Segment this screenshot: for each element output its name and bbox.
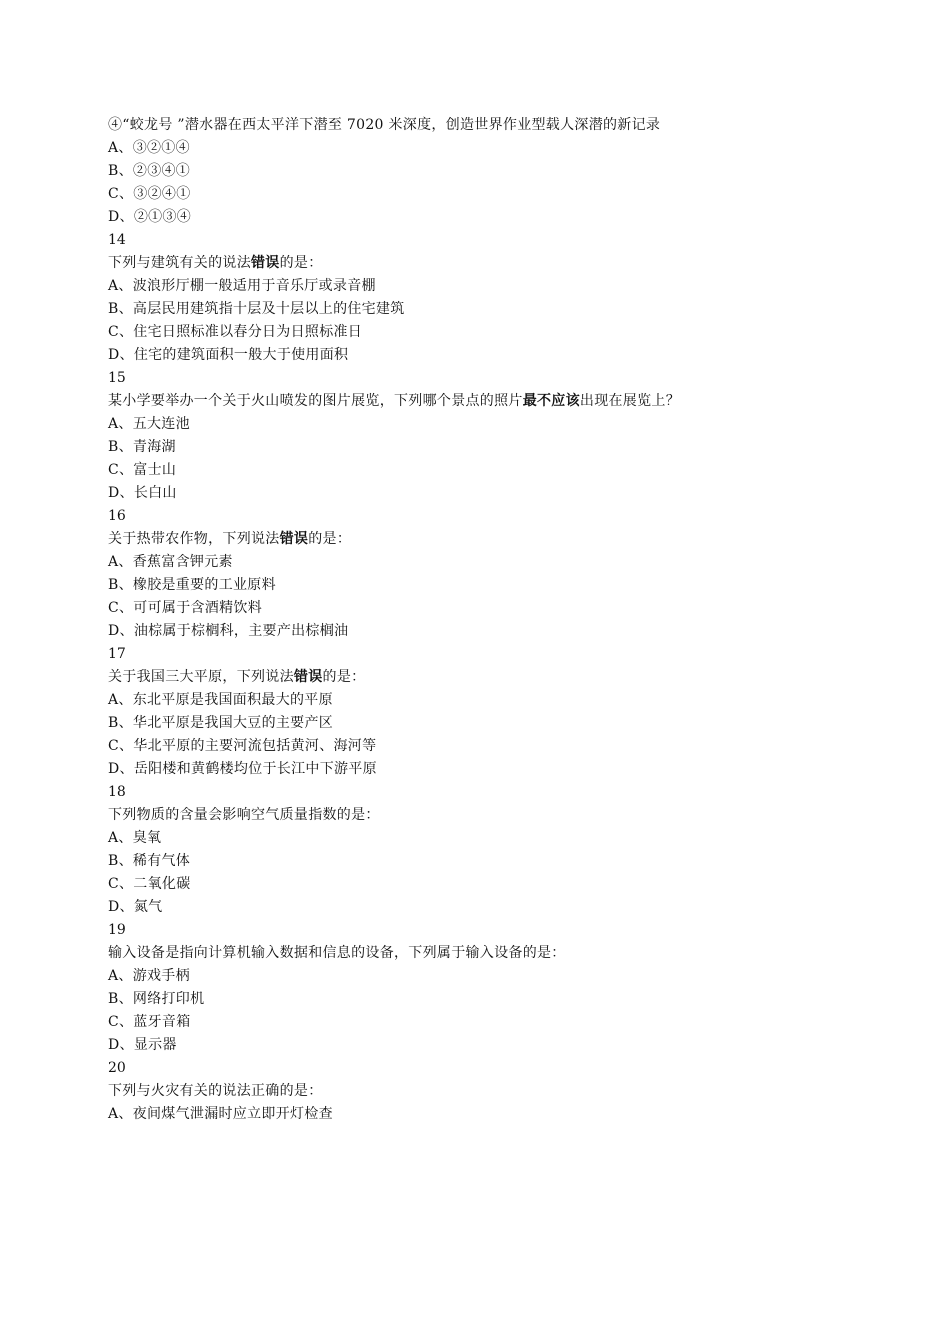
option-a: A、波浪形厅棚一般适用于音乐厅或录音棚: [108, 278, 376, 294]
option-b: B、②③④①: [108, 163, 191, 179]
option-c: C、可可属于含酒精饮料: [108, 600, 263, 616]
option-d: D、住宅的建筑面积一般大于使用面积: [108, 347, 349, 363]
option-c: C、蓝牙音箱: [108, 1014, 191, 1030]
option-c: C、华北平原的主要河流包括黄河、海河等: [108, 738, 377, 754]
question-number: 19: [108, 922, 126, 938]
question-number: 14: [108, 232, 126, 248]
option-c: C、③②④①: [108, 186, 191, 202]
option-b: B、青海湖: [108, 439, 176, 455]
stem-emphasis: 错误: [293, 669, 323, 685]
stem-text-end: 出现在展览上？: [579, 393, 681, 409]
stem-text: 下列与建筑有关的说法: [108, 255, 251, 271]
option-d: D、氮气: [108, 899, 163, 915]
question-number: 16: [108, 508, 126, 524]
option-c: C、富士山: [108, 462, 177, 478]
stem-text: 下列与火灾有关的说法正确的是：: [108, 1083, 323, 1099]
option-d: D、长白山: [108, 485, 177, 501]
question-stem: [108, 666, 908, 689]
stem-emphasis: 错误: [251, 255, 280, 271]
document-content: [108, 114, 908, 1126]
option-b: B、稀有气体: [108, 853, 191, 869]
stem-text-end: 的是：: [308, 531, 352, 547]
stem-text-end: 的是：: [322, 669, 366, 685]
question-number: 17: [108, 646, 126, 662]
stem-emphasis: 错误: [279, 531, 309, 547]
option-d: D、油棕属于棕榈科，主要产出棕榈油: [108, 623, 349, 639]
option-b: B、华北平原是我国大豆的主要产区: [108, 715, 334, 731]
option-a: A、③②①④: [108, 140, 190, 156]
option-c: C、住宅日照标准以春分日为日照标准日: [108, 324, 363, 340]
stem-text: 输入设备是指向计算机输入数据和信息的设备，下列属于输入设备的是：: [108, 945, 566, 961]
stem-emphasis: 最不应该: [522, 393, 580, 409]
intro-item-text: ④“蛟龙号 ”潜水器在西太平洋下潜至 7020 米深度，创造世界作业型载人深潜的新记录: [108, 117, 661, 133]
option-a: A、夜间煤气泄漏时应立即开灯检查: [108, 1106, 333, 1122]
option-b: B、高层民用建筑指十层及十层以上的住宅建筑: [108, 301, 405, 317]
question-stem: [108, 942, 908, 965]
option-a: A、五大连池: [108, 416, 190, 432]
option-b: B、网络打印机: [108, 991, 205, 1007]
question-stem: [108, 804, 908, 827]
stem-text: 关于热带农作物，下列说法: [108, 531, 280, 547]
option-d: D、显示器: [108, 1037, 177, 1053]
question-number: 18: [108, 784, 126, 800]
option-a: A、游戏手柄: [108, 968, 190, 984]
option-d: D、②①③④: [108, 209, 192, 225]
option-a: A、香蕉富含钾元素: [108, 554, 233, 570]
option-a: A、东北平原是我国面积最大的平原: [108, 692, 333, 708]
question-stem: [108, 1080, 908, 1103]
option-d: D、岳阳楼和黄鹤楼均位于长江中下游平原: [108, 761, 377, 777]
option-c: C、二氧化碳: [108, 876, 191, 892]
option-b: B、橡胶是重要的工业原料: [108, 577, 276, 593]
question-stem: [108, 252, 908, 275]
question-stem: [108, 390, 908, 413]
stem-text: 某小学要举办一个关于火山喷发的图片展览，下列哪个景点的照片: [108, 393, 523, 409]
stem-text-end: 的是：: [279, 255, 323, 271]
question-stem: [108, 528, 908, 551]
stem-text: 下列物质的含量会影响空气质量指数的是：: [108, 807, 380, 823]
question-number: 20: [108, 1060, 126, 1076]
stem-text: 关于我国三大平原，下列说法: [108, 669, 294, 685]
question-number: 15: [108, 370, 126, 386]
option-a: A、臭氧: [108, 830, 162, 846]
